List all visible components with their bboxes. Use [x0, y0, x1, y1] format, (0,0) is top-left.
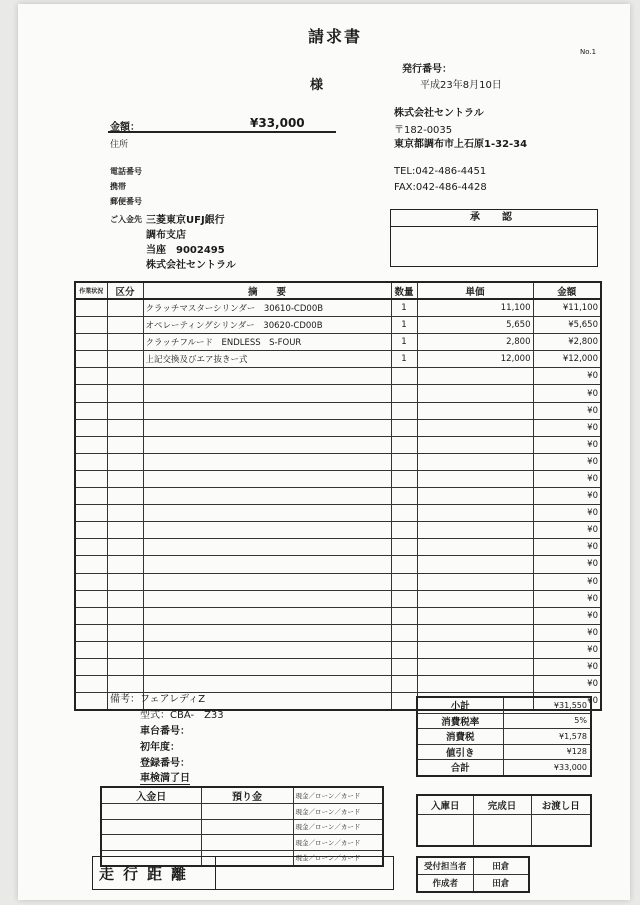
- mileage-label: 走行距離: [99, 865, 196, 883]
- status-cell: [75, 299, 107, 317]
- payment-date-cell: [101, 835, 201, 851]
- payment-date-label: 入金日: [101, 787, 201, 804]
- category-cell: [107, 368, 143, 385]
- category-cell: [107, 505, 143, 522]
- amount-underline: [108, 131, 336, 133]
- category-cell: [107, 573, 143, 590]
- description-cell: [143, 419, 391, 436]
- qty-cell: [391, 590, 417, 607]
- status-cell: [75, 351, 107, 368]
- unit-price-cell: 12,000: [417, 351, 533, 368]
- amount-cell: ¥0: [533, 658, 601, 675]
- qty-cell: [391, 607, 417, 624]
- payment-row: [101, 804, 383, 820]
- unit-price-cell: [417, 556, 533, 573]
- description-cell: クラッチフルード ENDLESS S-FOUR: [143, 334, 391, 351]
- qty-cell: [391, 470, 417, 487]
- qty-cell: 1: [391, 317, 417, 334]
- status-cell: [75, 436, 107, 453]
- status-cell: [75, 385, 107, 402]
- remarks-label: 備考：: [110, 694, 140, 705]
- qty-cell: [391, 641, 417, 658]
- table-row: [75, 505, 601, 522]
- bank-branch: 調布支店: [146, 230, 186, 241]
- summary-label: 消費税率: [417, 713, 503, 729]
- status-cell: [75, 607, 107, 624]
- payment-row: [101, 819, 383, 835]
- remark-inspection-expiry: 車検満了日: [140, 769, 190, 785]
- qty-cell: [391, 539, 417, 556]
- qty-cell: [391, 453, 417, 470]
- issuer-company: 株式会社セントラル: [394, 108, 484, 119]
- summary-row: [417, 744, 591, 760]
- qty-cell: [391, 505, 417, 522]
- description-cell: [143, 368, 391, 385]
- summary-value: 5%: [503, 713, 591, 729]
- amount-cell: ¥2,800: [533, 334, 601, 351]
- receiving-table: [416, 794, 592, 847]
- unit-price-cell: [417, 641, 533, 658]
- amount-cell: ¥0: [533, 453, 601, 470]
- unit-price-cell: [417, 573, 533, 590]
- payment-row: [101, 835, 383, 851]
- category-cell: [107, 402, 143, 419]
- qty-cell: [391, 693, 417, 711]
- summary-label: 合計: [417, 760, 503, 776]
- status-cell: [75, 453, 107, 470]
- category-cell: [107, 436, 143, 453]
- category-cell: [107, 522, 143, 539]
- status-cell: [75, 624, 107, 641]
- receiving-in-date-value: [417, 815, 473, 847]
- status-cell: [75, 556, 107, 573]
- amount-cell: ¥5,650: [533, 317, 601, 334]
- status-cell: [75, 676, 107, 693]
- amount-cell: ¥11,100: [533, 299, 601, 317]
- header-category: 区分: [107, 282, 143, 299]
- description-cell: [143, 385, 391, 402]
- category-cell: [107, 590, 143, 607]
- description-cell: [143, 641, 391, 658]
- summary-row: [417, 697, 591, 713]
- table-row: [75, 470, 601, 487]
- table-row: [75, 299, 601, 317]
- status-cell: [75, 505, 107, 522]
- description-cell: オペレーティングシリンダー 30620-CD00B: [143, 317, 391, 334]
- table-row: [75, 368, 601, 385]
- category-cell: [107, 607, 143, 624]
- invoice-title: 請求書: [308, 27, 363, 46]
- line-items-body: [75, 299, 601, 710]
- status-cell: [75, 522, 107, 539]
- qty-cell: [391, 522, 417, 539]
- summary-value: ¥128: [503, 744, 591, 760]
- amount-cell: ¥0: [533, 693, 601, 711]
- qty-cell: [391, 419, 417, 436]
- category-cell: [107, 556, 143, 573]
- unit-price-cell: [417, 470, 533, 487]
- issuer-fax: FAX:042-486-4428: [394, 182, 487, 193]
- table-row: [75, 590, 601, 607]
- staff-table: [416, 856, 530, 893]
- category-cell: [107, 385, 143, 402]
- table-row: [75, 641, 601, 658]
- deposit-cell: [201, 835, 293, 851]
- remark-chassis: 車台番号：: [140, 726, 190, 737]
- unit-price-cell: [417, 368, 533, 385]
- amount-cell: ¥0: [533, 624, 601, 641]
- payment-method-3: 現金／ローン／カード: [293, 835, 383, 851]
- staff-row-creator: [417, 875, 529, 893]
- amount-cell: ¥0: [533, 556, 601, 573]
- unit-price-cell: 5,650: [417, 317, 533, 334]
- description-cell: [143, 658, 391, 675]
- description-cell: [143, 436, 391, 453]
- unit-price-cell: [417, 522, 533, 539]
- amount-cell: ¥0: [533, 573, 601, 590]
- unit-price-cell: [417, 488, 533, 505]
- status-cell: [75, 658, 107, 675]
- staff-row-reception: [417, 857, 529, 875]
- description-cell: [143, 556, 391, 573]
- qty-cell: [391, 436, 417, 453]
- issuer-zip: 〒182-0035: [394, 125, 453, 136]
- status-cell: [75, 419, 107, 436]
- header-status: 作業状況: [75, 282, 107, 299]
- table-row: [75, 573, 601, 590]
- receiving-in-date: 入庫日: [417, 795, 473, 815]
- remark-registration-number: 登録番号：: [140, 758, 190, 769]
- summary-row: [417, 760, 591, 776]
- payment-table: [100, 786, 384, 867]
- category-cell: [107, 299, 143, 317]
- creator-label: 作成者: [417, 875, 473, 893]
- approval-box: [390, 209, 598, 267]
- creator-name: 田倉: [473, 875, 529, 893]
- amount-cell: ¥0: [533, 470, 601, 487]
- unit-price-cell: [417, 539, 533, 556]
- table-row: [75, 334, 601, 351]
- summary-value: ¥33,000: [503, 760, 591, 776]
- bank-account: 当座 9002495: [146, 245, 225, 256]
- table-row: [75, 385, 601, 402]
- category-cell: [107, 419, 143, 436]
- remark-model: 型式：CBA- Z33: [140, 710, 224, 721]
- status-cell: [75, 539, 107, 556]
- category-cell: [107, 658, 143, 675]
- status-cell: [75, 402, 107, 419]
- description-cell: [143, 522, 391, 539]
- deposit-cell: [201, 819, 293, 835]
- receiving-delivery-date-value: [531, 815, 591, 847]
- summary-value: ¥31,550: [503, 697, 591, 713]
- qty-cell: [391, 556, 417, 573]
- amount-cell: ¥0: [533, 488, 601, 505]
- approval-label: 承 認: [391, 210, 597, 227]
- payment-method-4: 現金／ローン／カード: [293, 850, 383, 866]
- amount-cell: ¥0: [533, 385, 601, 402]
- status-cell: [75, 488, 107, 505]
- unit-price-cell: 11,100: [417, 299, 533, 317]
- mileage-box: [92, 856, 394, 890]
- description-cell: [143, 624, 391, 641]
- qty-cell: [391, 676, 417, 693]
- table-row: [75, 317, 601, 334]
- table-row: [75, 453, 601, 470]
- issuer-address: 東京都調布市上石原1-32-34: [394, 139, 528, 150]
- status-cell: [75, 368, 107, 385]
- amount-cell: ¥0: [533, 607, 601, 624]
- issue-number-label: 発行番号：: [402, 64, 452, 75]
- summary-label: 消費税: [417, 729, 503, 745]
- table-row: [75, 556, 601, 573]
- category-cell: [107, 539, 143, 556]
- table-row: [75, 522, 601, 539]
- qty-cell: [391, 385, 417, 402]
- status-cell: [75, 693, 107, 711]
- amount-label: 金額：: [110, 122, 140, 133]
- header-unit-price: 単価: [417, 282, 533, 299]
- amount-cell: ¥0: [533, 590, 601, 607]
- description-cell: [143, 453, 391, 470]
- bank-name: 三菱東京UFJ銀行: [146, 215, 225, 226]
- category-cell: [107, 641, 143, 658]
- payment-method-2: 現金／ローン／カード: [293, 819, 383, 835]
- unit-price-cell: [417, 624, 533, 641]
- amount-cell: ¥0: [533, 641, 601, 658]
- receiving-header-row: [417, 795, 591, 815]
- header-qty: 数量: [391, 282, 417, 299]
- unit-price-cell: [417, 436, 533, 453]
- qty-cell: [391, 402, 417, 419]
- unit-price-cell: [417, 590, 533, 607]
- receiving-done-date: 完成日: [473, 795, 531, 815]
- unit-price-cell: [417, 402, 533, 419]
- unit-price-cell: [417, 658, 533, 675]
- issue-date: 平成23年8月10日: [420, 80, 502, 91]
- unit-price-cell: [417, 505, 533, 522]
- status-cell: [75, 573, 107, 590]
- reception-label: 受付担当者: [417, 857, 473, 875]
- unit-price-cell: [417, 607, 533, 624]
- amount-cell: ¥0: [533, 419, 601, 436]
- status-cell: [75, 641, 107, 658]
- description-cell: クラッチマスターシリンダー 30610-CD00B: [143, 299, 391, 317]
- qty-cell: [391, 624, 417, 641]
- deposit-label: 預り金: [201, 787, 293, 804]
- remark-first-registration: 初年度：: [140, 742, 180, 753]
- table-row: [75, 607, 601, 624]
- payment-date-cell: [101, 804, 201, 820]
- amount-value: ¥33,000: [250, 116, 305, 130]
- category-cell: [107, 317, 143, 334]
- summary-label: 値引き: [417, 744, 503, 760]
- address-label: 住所: [110, 140, 129, 150]
- qty-cell: [391, 658, 417, 675]
- description-cell: [143, 573, 391, 590]
- amount-cell: ¥0: [533, 368, 601, 385]
- table-row: [75, 658, 601, 675]
- table-row: [75, 351, 601, 368]
- amount-cell: ¥0: [533, 402, 601, 419]
- mileage-divider: [215, 857, 216, 889]
- unit-price-cell: [417, 419, 533, 436]
- table-row: [75, 436, 601, 453]
- description-cell: [143, 539, 391, 556]
- table-row: [75, 624, 601, 641]
- amount-cell: ¥12,000: [533, 351, 601, 368]
- receiving-value-row: [417, 815, 591, 847]
- status-cell: [75, 317, 107, 334]
- unit-price-cell: 2,800: [417, 334, 533, 351]
- line-items-table: [74, 281, 602, 711]
- header-amount: 金額: [533, 282, 601, 299]
- amount-cell: ¥0: [533, 436, 601, 453]
- description-cell: [143, 402, 391, 419]
- table-header-row: [75, 282, 601, 299]
- description-cell: [143, 488, 391, 505]
- phone-label: 電話番号: [110, 167, 142, 176]
- reception-name: 田倉: [473, 857, 529, 875]
- category-cell: [107, 470, 143, 487]
- amount-cell: ¥0: [533, 522, 601, 539]
- category-cell: [107, 453, 143, 470]
- summary-row: [417, 729, 591, 745]
- amount-cell: ¥0: [533, 676, 601, 693]
- qty-cell: [391, 573, 417, 590]
- remark-vehicle: フェアレディZ: [140, 694, 206, 705]
- postal-label: 郵便番号: [110, 197, 142, 206]
- qty-cell: [391, 488, 417, 505]
- table-row: [75, 488, 601, 505]
- summary-table: [416, 696, 592, 777]
- bank-holder: 株式会社セントラル: [146, 260, 236, 271]
- bank-label: ご入金先: [110, 215, 142, 224]
- status-cell: [75, 334, 107, 351]
- description-cell: [143, 470, 391, 487]
- description-cell: [143, 590, 391, 607]
- customer-suffix: 様: [310, 78, 324, 93]
- payment-method-1: 現金／ローン／カード: [293, 804, 383, 820]
- receiving-delivery-date: お渡し日: [531, 795, 591, 815]
- amount-cell: ¥0: [533, 539, 601, 556]
- amount-cell: ¥0: [533, 505, 601, 522]
- qty-cell: 1: [391, 351, 417, 368]
- status-cell: [75, 590, 107, 607]
- category-cell: [107, 334, 143, 351]
- description-cell: [143, 607, 391, 624]
- page-number: No.1: [580, 48, 597, 56]
- receiving-done-date-value: [473, 815, 531, 847]
- qty-cell: 1: [391, 299, 417, 317]
- unit-price-cell: [417, 385, 533, 402]
- summary-label: 小計: [417, 697, 503, 713]
- qty-cell: 1: [391, 334, 417, 351]
- table-row: [75, 539, 601, 556]
- category-cell: [107, 351, 143, 368]
- payment-method-0: 現金／ローン／カード: [293, 787, 383, 804]
- table-row: [75, 419, 601, 436]
- summary-row: [417, 713, 591, 729]
- payment-header-row: [101, 787, 383, 804]
- description-cell: 上記交換及びエア抜きー式: [143, 351, 391, 368]
- header-description: 摘 要: [143, 282, 391, 299]
- category-cell: [107, 624, 143, 641]
- issuer-tel: TEL:042-486-4451: [394, 166, 487, 177]
- invoice-sheet: [18, 4, 630, 900]
- mobile-label: 携帯: [110, 182, 126, 191]
- summary-value: ¥1,578: [503, 729, 591, 745]
- unit-price-cell: [417, 453, 533, 470]
- description-cell: [143, 505, 391, 522]
- unit-price-cell: [417, 676, 533, 693]
- payment-date-cell: [101, 819, 201, 835]
- status-cell: [75, 470, 107, 487]
- category-cell: [107, 488, 143, 505]
- qty-cell: [391, 368, 417, 385]
- deposit-cell: [201, 804, 293, 820]
- table-row: [75, 402, 601, 419]
